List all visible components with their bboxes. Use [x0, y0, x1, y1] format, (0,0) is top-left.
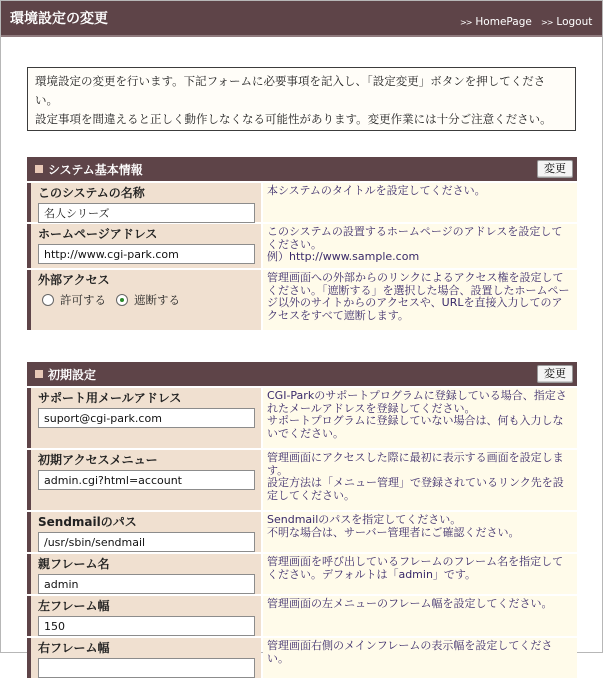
sendmail-path-input[interactable]: [38, 532, 255, 552]
setting-description: 管理画面右側のメインフレームの表示幅を設定してください。: [263, 638, 577, 678]
setting-label: 親フレーム名: [38, 557, 110, 571]
radio-block[interactable]: [116, 294, 128, 306]
page-title: 環境設定の変更: [10, 11, 108, 27]
setting-description: 管理画面にアクセスした際に最初に表示する画面を設定します。 設定方法は「メニュー管理」で登録されているリンク先を設定してください。: [263, 450, 577, 510]
setting-label: 初期アクセスメニュー: [38, 453, 158, 467]
radio-allow[interactable]: [42, 294, 54, 306]
notice-line-1: 環境設定の変更を行います。下記フォームに必要事項を記入し、「設定変更」ボタンを押してください。: [35, 74, 546, 107]
section-system-basic: [27, 157, 577, 330]
setting-description: 本システムのタイトルを設定してください。: [263, 183, 577, 222]
section-title: システム基本情報: [48, 163, 143, 177]
setting-row-support-email: [27, 388, 577, 448]
setting-description: 管理画面の左メニューのフレーム幅を設定してください。: [263, 596, 577, 636]
setting-description: 管理画面を呼び出しているフレームのフレーム名を指定してください。デフォルトは「admin」です。: [263, 554, 577, 594]
setting-row-left-frame-width: [27, 596, 577, 636]
setting-row-parent-frame: [27, 554, 577, 594]
radio-allow-label: 許可する: [60, 293, 106, 307]
homepage-address-input[interactable]: [38, 244, 255, 264]
setting-description: CGI-Parkのサポートプログラムに登録している場合、指定されたメールアドレスを登録してください。 サポートプログラムに登録していない場合は、何も入力しないでください。: [263, 388, 577, 448]
square-bullet-icon: [35, 165, 43, 173]
setting-row-homepage-address: [27, 224, 577, 268]
setting-label: 外部アクセス: [38, 273, 110, 287]
setting-label: サポート用メールアドレス: [38, 391, 182, 405]
setting-row-right-frame-width: [27, 638, 577, 678]
setting-label: このシステムの名称: [38, 186, 145, 200]
section-initial-settings: [27, 362, 577, 678]
right-frame-width-input[interactable]: [38, 658, 255, 678]
setting-description: このシステムの設置するホームページのアドレスを設定してください。 例）http://www.sample.com: [263, 224, 577, 268]
homepage-link[interactable]: >> HomePage: [460, 16, 532, 28]
setting-label: 右フレーム幅: [38, 641, 110, 655]
setting-row-initial-menu: [27, 450, 577, 510]
support-email-input[interactable]: [38, 408, 255, 428]
setting-row-system-name: [27, 183, 577, 222]
setting-description: 管理画面への外部からのリンクによるアクセス権を設定してください。「遮断する」を選択した場合、設置したホームページ以外のサイトからのアクセスや、URLを直接入力してのアクセスをすべて遮断します。: [263, 270, 577, 330]
system-name-input[interactable]: [38, 203, 255, 223]
notice-box: [27, 67, 576, 131]
radio-block-label: 遮断する: [134, 293, 180, 307]
section-header: [27, 362, 577, 386]
change-button[interactable]: 変更: [537, 365, 573, 383]
setting-label: Sendmailのパス: [38, 515, 137, 529]
square-bullet-icon: [35, 370, 43, 378]
double-chevron-right-icon: >>: [460, 18, 472, 27]
header-bar: [1, 1, 602, 37]
double-chevron-right-icon: >>: [541, 18, 553, 27]
setting-label: ホームページアドレス: [38, 227, 158, 241]
parent-frame-input[interactable]: [38, 574, 255, 594]
setting-row-sendmail-path: [27, 512, 577, 552]
setting-row-external-access: [27, 270, 577, 330]
initial-menu-input[interactable]: [38, 470, 255, 490]
left-frame-width-input[interactable]: [38, 616, 255, 636]
section-title: 初期設定: [48, 368, 97, 382]
notice-line-2: 設定事項を間違えると正しく動作しなくなる可能性があります。変更作業には十分ご注意ください。: [35, 112, 552, 126]
external-access-radio-group: [38, 292, 255, 308]
setting-description: Sendmailのパスを指定してください。 不明な場合は、サーバー管理者にご確認ください。: [263, 512, 577, 552]
change-button[interactable]: 変更: [537, 160, 573, 178]
logout-link[interactable]: >> Logout: [541, 16, 593, 28]
setting-label: 左フレーム幅: [38, 599, 110, 613]
section-header: [27, 157, 577, 181]
